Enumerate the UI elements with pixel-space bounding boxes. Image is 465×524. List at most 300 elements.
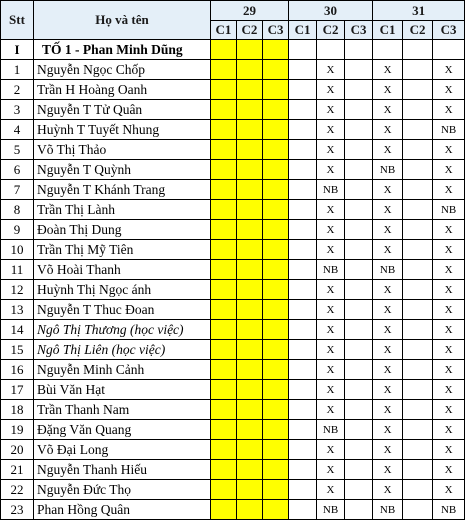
day29-cell: [263, 440, 289, 460]
table-row: [1, 440, 465, 460]
row-stt: 22: [1, 480, 34, 500]
day31-cell: [403, 360, 433, 380]
day30-cell: [345, 180, 373, 200]
day30-cell: NB: [317, 260, 345, 280]
day30-cell: [289, 300, 317, 320]
day29-cell: [237, 280, 263, 300]
day30-cell: [289, 260, 317, 280]
table-row: [1, 340, 465, 360]
header-shift: C2: [403, 21, 433, 40]
day30-cell: [289, 180, 317, 200]
day31-cell: [403, 140, 433, 160]
row-stt: 19: [1, 420, 34, 440]
day29-cell: [263, 120, 289, 140]
day29-cell: [263, 280, 289, 300]
day31-cell: X: [373, 320, 403, 340]
day30-cell: X: [317, 380, 345, 400]
day29-cell: [237, 80, 263, 100]
table-row: [1, 120, 465, 140]
day30-cell: [289, 120, 317, 140]
table-row: [1, 460, 465, 480]
day30-cell: [345, 100, 373, 120]
day29-cell: [237, 400, 263, 420]
day31-cell: X: [433, 80, 465, 100]
group-stt: I: [1, 40, 34, 60]
day31-cell: X: [433, 220, 465, 240]
header-shift: C3: [433, 21, 465, 40]
row-stt: 20: [1, 440, 34, 460]
row-name: Trần Thanh Nam: [34, 400, 211, 420]
day29-cell: [211, 160, 237, 180]
day31-cell: X: [373, 420, 403, 440]
day31-cell: X: [433, 480, 465, 500]
day31-cell: X: [433, 140, 465, 160]
day31-cell: NB: [373, 160, 403, 180]
day31-cell: X: [373, 220, 403, 240]
day31-cell: X: [373, 480, 403, 500]
row-name: Đoàn Thị Dung: [34, 220, 211, 240]
roster-body: [1, 40, 465, 520]
day31-cell: [403, 80, 433, 100]
day29-cell: [237, 380, 263, 400]
table-row: [1, 100, 465, 120]
table-row: [1, 180, 465, 200]
row-stt: 3: [1, 100, 34, 120]
table-row: [1, 140, 465, 160]
day29-cell: [237, 260, 263, 280]
day30-cell: [345, 380, 373, 400]
row-name: Nguyễn T Thuc Đoan: [34, 300, 211, 320]
row-name: Nguyễn T Tử Quân: [34, 100, 211, 120]
day31-cell: [403, 160, 433, 180]
row-stt: 4: [1, 120, 34, 140]
day31-cell: X: [373, 400, 403, 420]
table-row: [1, 480, 465, 500]
day30-cell: NB: [317, 500, 345, 520]
day30-cell: [345, 120, 373, 140]
table-row: [1, 380, 465, 400]
day30-cell: X: [317, 320, 345, 340]
header-name: Họ và tên: [34, 1, 211, 40]
day30-cell: [289, 440, 317, 460]
day31-cell: X: [373, 280, 403, 300]
day30-cell: [345, 420, 373, 440]
header-shift: C3: [345, 21, 373, 40]
day29-cell: [211, 140, 237, 160]
day29-cell: [211, 460, 237, 480]
day31-cell: X: [373, 60, 403, 80]
day30-cell: X: [317, 80, 345, 100]
row-stt: 16: [1, 360, 34, 380]
day31-cell: X: [433, 380, 465, 400]
day29-cell: [211, 240, 237, 260]
day30-cell: [345, 140, 373, 160]
day31-cell: X: [373, 360, 403, 380]
day30-cell: X: [317, 460, 345, 480]
day29-cell: [237, 440, 263, 460]
day29-cell: [211, 380, 237, 400]
day31-cell: [403, 280, 433, 300]
day31-cell: X: [433, 260, 465, 280]
day29-cell: [211, 340, 237, 360]
day29-cell: [211, 180, 237, 200]
day31-cell: X: [373, 440, 403, 460]
day29-cell: [263, 200, 289, 220]
day31-cell: [403, 200, 433, 220]
day31-cell: X: [433, 180, 465, 200]
row-name: Ngô Thị Thương (học việc): [34, 320, 211, 340]
day31-cell: X: [373, 380, 403, 400]
day31-cell: [403, 100, 433, 120]
day29-cell: [263, 240, 289, 260]
day31-cell: [403, 120, 433, 140]
day30-cell: [345, 80, 373, 100]
day31-cell: [403, 300, 433, 320]
day29-cell: [263, 260, 289, 280]
day31-cell: X: [373, 100, 403, 120]
day31-cell: X: [433, 420, 465, 440]
day29-cell: [263, 400, 289, 420]
day31-cell: [403, 380, 433, 400]
day30-cell: [345, 160, 373, 180]
day31-cell: [403, 340, 433, 360]
day29-cell: [211, 300, 237, 320]
day30-cell: X: [317, 140, 345, 160]
row-name: Nguyễn Thanh Hiếu: [34, 460, 211, 480]
day29-cell: [263, 480, 289, 500]
day30-cell: [345, 240, 373, 260]
table-row: [1, 280, 465, 300]
day31-cell: NB: [433, 200, 465, 220]
day30-cell: [289, 460, 317, 480]
day31-cell: X: [373, 180, 403, 200]
day29-cell: [263, 220, 289, 240]
day30-cell: [289, 480, 317, 500]
row-stt: 7: [1, 180, 34, 200]
row-name: Nguyễn T Quỳnh: [34, 160, 211, 180]
day31-cell: NB: [373, 260, 403, 280]
day31-cell: [403, 400, 433, 420]
day30-cell: [345, 500, 373, 520]
table-row: [1, 240, 465, 260]
header-row-days: [1, 1, 465, 21]
day29-cell: [211, 100, 237, 120]
day31-cell: X: [433, 360, 465, 380]
row-name: Trần H Hoàng Oanh: [34, 80, 211, 100]
row-name: Nguyễn T Khánh Trang: [34, 180, 211, 200]
day31-cell: X: [373, 140, 403, 160]
table-row: [1, 220, 465, 240]
day30-cell: X: [317, 440, 345, 460]
day31-cell: X: [433, 240, 465, 260]
day30-cell: [345, 320, 373, 340]
group-name: TỐ 1 - Phan Minh Dũng: [34, 40, 211, 60]
table-row: [1, 360, 465, 380]
day29-cell: [211, 40, 237, 60]
row-name: Huỳnh T Tuyết Nhung: [34, 120, 211, 140]
day31-cell: X: [433, 280, 465, 300]
day29-cell: [263, 500, 289, 520]
table-row: [1, 260, 465, 280]
day31-cell: X: [433, 400, 465, 420]
day31-cell: X: [433, 160, 465, 180]
row-name: Võ Hoài Thanh: [34, 260, 211, 280]
day29-cell: [237, 300, 263, 320]
day29-cell: [237, 320, 263, 340]
day31-cell: [403, 480, 433, 500]
day30-cell: X: [317, 220, 345, 240]
header-shift: C2: [237, 21, 263, 40]
row-stt: 17: [1, 380, 34, 400]
day29-cell: [237, 120, 263, 140]
day30-cell: [289, 80, 317, 100]
header-shift: C1: [211, 21, 237, 40]
day29-cell: [237, 220, 263, 240]
day29-cell: [237, 200, 263, 220]
row-stt: 10: [1, 240, 34, 260]
day29-cell: [237, 180, 263, 200]
day29-cell: [237, 340, 263, 360]
day29-cell: [211, 400, 237, 420]
day30-cell: X: [317, 120, 345, 140]
row-stt: 15: [1, 340, 34, 360]
day29-cell: [263, 360, 289, 380]
day30-cell: [289, 500, 317, 520]
day30-cell: [289, 160, 317, 180]
row-name: Đặng Văn Quang: [34, 420, 211, 440]
day30-cell: [289, 100, 317, 120]
day29-cell: [211, 260, 237, 280]
day29-cell: [263, 340, 289, 360]
day31-cell: [403, 60, 433, 80]
day31-cell: X: [433, 300, 465, 320]
day30-cell: [289, 200, 317, 220]
day30-cell: X: [317, 280, 345, 300]
table-row: [1, 400, 465, 420]
day30-cell: [345, 220, 373, 240]
day30-cell: NB: [317, 180, 345, 200]
row-stt: 6: [1, 160, 34, 180]
day31-cell: X: [433, 100, 465, 120]
day31-cell: X: [373, 80, 403, 100]
day30-cell: [345, 340, 373, 360]
row-stt: 5: [1, 140, 34, 160]
row-stt: 1: [1, 60, 34, 80]
day30-cell: [289, 400, 317, 420]
day30-cell: [345, 360, 373, 380]
day29-cell: [211, 420, 237, 440]
day29-cell: [237, 460, 263, 480]
day30-cell: [345, 260, 373, 280]
day29-cell: [237, 100, 263, 120]
day29-cell: [237, 140, 263, 160]
day31-cell: X: [373, 240, 403, 260]
day29-cell: [237, 500, 263, 520]
row-name: Huỳnh Thị Ngọc ánh: [34, 280, 211, 300]
day29-cell: [237, 60, 263, 80]
day29-cell: [263, 60, 289, 80]
row-stt: 11: [1, 260, 34, 280]
day31-cell: [403, 240, 433, 260]
day31-cell: [403, 440, 433, 460]
day30-cell: X: [317, 160, 345, 180]
header-day-30: 30: [289, 1, 373, 21]
table-row: [1, 80, 465, 100]
day30-cell: [289, 380, 317, 400]
empty-cell: [373, 40, 403, 60]
day29-cell: [263, 300, 289, 320]
day31-cell: X: [433, 320, 465, 340]
day31-cell: [403, 500, 433, 520]
day31-cell: X: [373, 300, 403, 320]
day29-cell: [237, 160, 263, 180]
table-row: [1, 300, 465, 320]
day30-cell: [289, 360, 317, 380]
day30-cell: X: [317, 480, 345, 500]
day31-cell: [403, 420, 433, 440]
row-name: Võ Đại Long: [34, 440, 211, 460]
day31-cell: X: [373, 460, 403, 480]
row-stt: 23: [1, 500, 34, 520]
day31-cell: X: [433, 440, 465, 460]
day30-cell: X: [317, 200, 345, 220]
day30-cell: [289, 420, 317, 440]
table-row: [1, 200, 465, 220]
day31-cell: [403, 260, 433, 280]
row-name: Võ Thị Thảo: [34, 140, 211, 160]
header-day-29: 29: [211, 1, 289, 21]
day31-cell: NB: [373, 500, 403, 520]
day30-cell: [289, 240, 317, 260]
day31-cell: X: [373, 340, 403, 360]
day30-cell: [345, 400, 373, 420]
row-stt: 18: [1, 400, 34, 420]
day29-cell: [263, 460, 289, 480]
day29-cell: [263, 180, 289, 200]
day29-cell: [211, 480, 237, 500]
empty-cell: [317, 40, 345, 60]
day29-cell: [211, 120, 237, 140]
header-shift: C1: [373, 21, 403, 40]
day29-cell: [211, 280, 237, 300]
empty-cell: [345, 40, 373, 60]
row-stt: 21: [1, 460, 34, 480]
table-row: [1, 420, 465, 440]
row-name: Trần Thị Lành: [34, 200, 211, 220]
day29-cell: [263, 420, 289, 440]
day29-cell: [211, 360, 237, 380]
row-stt: 14: [1, 320, 34, 340]
header-shift: C3: [263, 21, 289, 40]
table-row: [1, 500, 465, 520]
day30-cell: [289, 60, 317, 80]
row-name: Bùi Văn Hạt: [34, 380, 211, 400]
day31-cell: [403, 180, 433, 200]
day31-cell: [403, 220, 433, 240]
day29-cell: [211, 440, 237, 460]
day31-cell: NB: [433, 500, 465, 520]
day30-cell: [345, 480, 373, 500]
row-stt: 12: [1, 280, 34, 300]
header-shift: C1: [289, 21, 317, 40]
day30-cell: X: [317, 60, 345, 80]
day30-cell: X: [317, 400, 345, 420]
table-row: [1, 60, 465, 80]
day31-cell: X: [433, 340, 465, 360]
day30-cell: [289, 320, 317, 340]
day30-cell: X: [317, 100, 345, 120]
row-stt: 13: [1, 300, 34, 320]
header-shift: C2: [317, 21, 345, 40]
day29-cell: [237, 240, 263, 260]
day30-cell: [345, 300, 373, 320]
row-name: Trần Thị Mỹ Tiên: [34, 240, 211, 260]
day31-cell: X: [433, 460, 465, 480]
day29-cell: [211, 80, 237, 100]
day29-cell: [263, 320, 289, 340]
table-row: [1, 160, 465, 180]
day29-cell: [211, 320, 237, 340]
row-name: Nguyễn Minh Cảnh: [34, 360, 211, 380]
day29-cell: [211, 220, 237, 240]
day29-cell: [211, 200, 237, 220]
empty-cell: [433, 40, 465, 60]
day31-cell: X: [433, 60, 465, 80]
day29-cell: [237, 420, 263, 440]
group-row: [1, 40, 465, 60]
day30-cell: [289, 140, 317, 160]
day29-cell: [237, 40, 263, 60]
day30-cell: [345, 200, 373, 220]
day29-cell: [263, 140, 289, 160]
day30-cell: X: [317, 300, 345, 320]
day30-cell: [289, 280, 317, 300]
day29-cell: [263, 40, 289, 60]
row-name: Nguyễn Ngọc Chốp: [34, 60, 211, 80]
day29-cell: [263, 380, 289, 400]
day29-cell: [237, 480, 263, 500]
day29-cell: [211, 60, 237, 80]
day31-cell: [403, 460, 433, 480]
day30-cell: [345, 460, 373, 480]
table-row: [1, 320, 465, 340]
empty-cell: [403, 40, 433, 60]
day30-cell: X: [317, 340, 345, 360]
row-name: Nguyễn Đức Thọ: [34, 480, 211, 500]
day31-cell: X: [373, 200, 403, 220]
day30-cell: [345, 440, 373, 460]
row-stt: 8: [1, 200, 34, 220]
empty-cell: [289, 40, 317, 60]
header-day-31: 31: [373, 1, 465, 21]
day29-cell: [237, 360, 263, 380]
day31-cell: X: [373, 120, 403, 140]
row-name: Ngô Thị Liên (học việc): [34, 340, 211, 360]
day29-cell: [263, 100, 289, 120]
day31-cell: NB: [433, 120, 465, 140]
day30-cell: [289, 340, 317, 360]
day30-cell: NB: [317, 420, 345, 440]
day30-cell: [289, 220, 317, 240]
day30-cell: [345, 280, 373, 300]
row-stt: 9: [1, 220, 34, 240]
header-stt: Stt: [1, 1, 34, 40]
row-stt: 2: [1, 80, 34, 100]
day29-cell: [263, 80, 289, 100]
day31-cell: [403, 320, 433, 340]
day30-cell: X: [317, 240, 345, 260]
row-name: Phan Hồng Quân: [34, 500, 211, 520]
